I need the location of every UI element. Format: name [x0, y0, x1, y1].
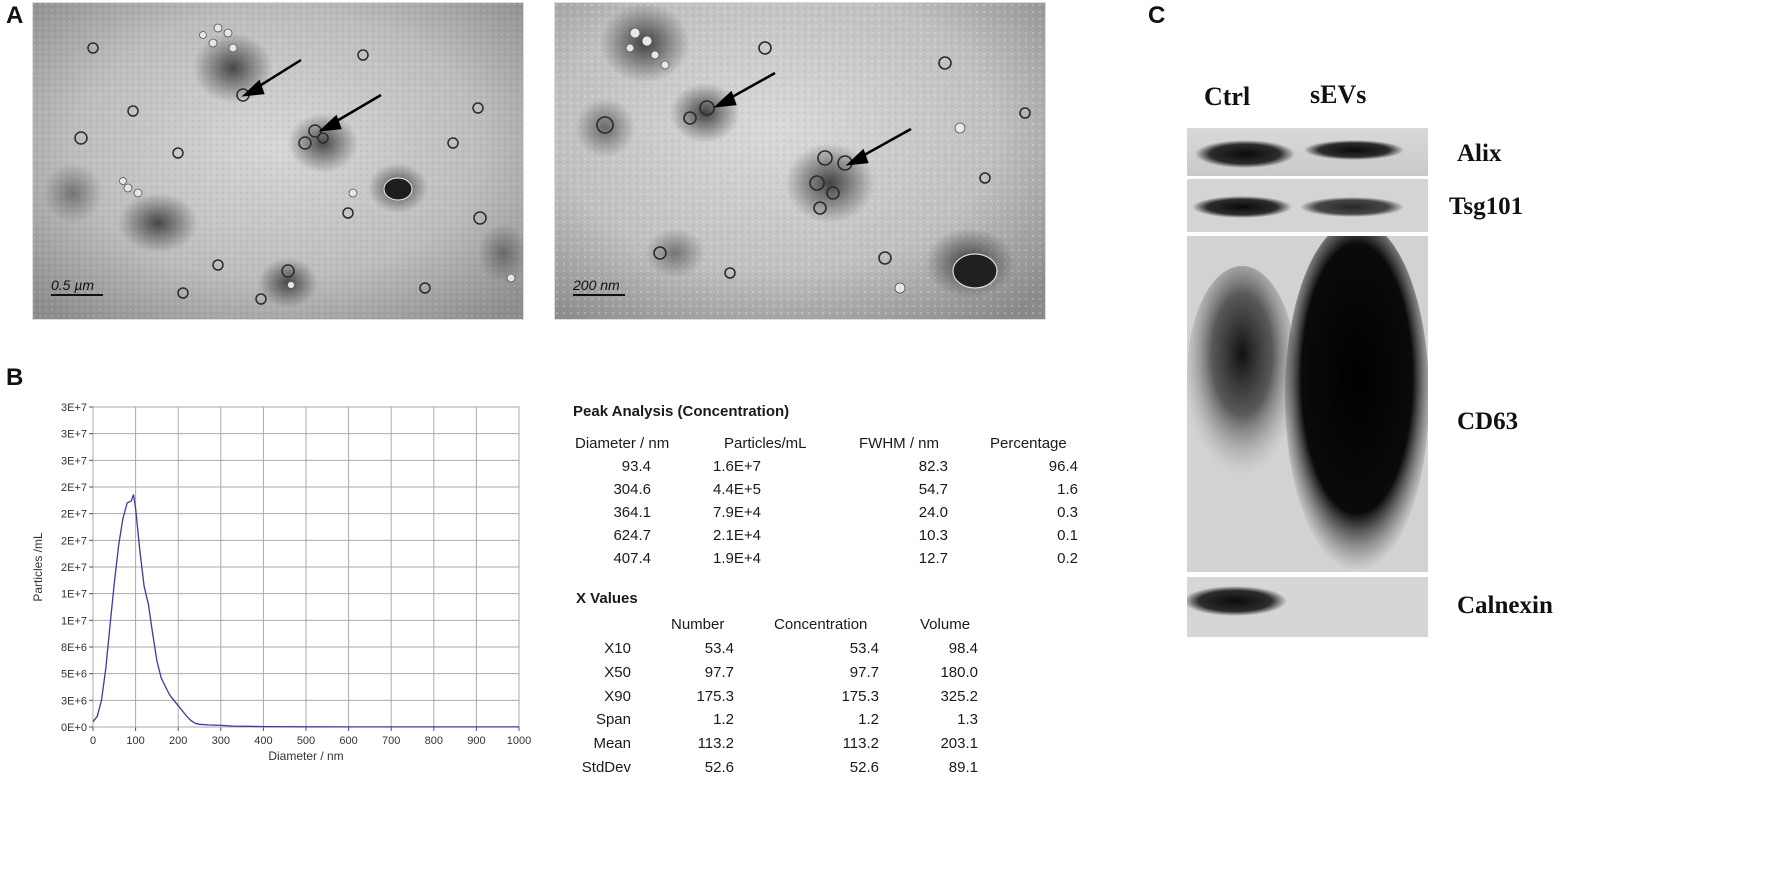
x-tick-label: 900: [467, 735, 486, 747]
blot-cd63: [1187, 236, 1428, 572]
x-tick-label: 1000: [506, 735, 532, 747]
x-values-row-label: X50: [604, 663, 631, 681]
y-tick-label: 2E+7: [61, 482, 87, 494]
peak-header: Percentage: [990, 435, 1067, 452]
peak-header: Diameter / nm: [575, 435, 670, 452]
x-values-cell: 203.1: [940, 735, 978, 753]
y-tick-label: 2E+7: [61, 562, 87, 574]
peak-cell: 0.2: [1057, 550, 1078, 567]
peak-cell: 2.1E+4: [713, 527, 761, 544]
y-tick-label: 2E+7: [61, 535, 87, 548]
scale-bar-label-right: 200 nm: [573, 277, 620, 293]
em-image-right: [554, 2, 1046, 320]
peak-cell: 4.4E+5: [713, 481, 761, 498]
nta-chart-svg: [0, 390, 540, 878]
y-axis-label: Particles /mL: [31, 532, 45, 602]
panel-label-c: C: [1148, 2, 1166, 29]
y-tick-label: 3E+7: [61, 455, 87, 468]
x-values-cell: 113.2: [697, 735, 734, 753]
x-values-cell: 97.7: [849, 663, 879, 681]
x-tick-label: 400: [254, 735, 273, 747]
x-axis-label: Diameter / nm: [268, 749, 344, 763]
x-tick-label: 0: [89, 735, 97, 747]
lane-label-sevs: sEVs: [1310, 80, 1367, 109]
peak-header: FWHM / nm: [859, 435, 939, 452]
x-values-row-label: X90: [604, 687, 631, 705]
peak-cell: 1.6: [1057, 481, 1078, 498]
protein-label-calnexin: Calnexin: [1457, 592, 1553, 619]
x-values-cell: 53.4: [849, 640, 879, 657]
peak-cell: 82.3: [918, 458, 948, 475]
peak-analysis-title: Peak Analysis (Concentration): [573, 403, 790, 420]
em-image-left: [32, 2, 524, 320]
peak-cell: 0.1: [1057, 527, 1078, 544]
blot-tsg101: [1187, 179, 1428, 232]
protein-label-cd63: CD63: [1457, 408, 1519, 435]
nta-chart: [0, 390, 540, 878]
y-tick-label: 1E+7: [61, 615, 87, 628]
x-values-cell: 1.3: [957, 711, 978, 729]
x-values-cell: 1.2: [713, 711, 734, 729]
panel-label-a: A: [6, 2, 24, 29]
y-tick-label: 3E+6: [61, 695, 87, 708]
x-values-cell: 52.6: [704, 759, 734, 776]
peak-cell: 624.7: [613, 527, 651, 544]
blot-calnexin: [1187, 577, 1428, 637]
peak-cell: 93.4: [621, 458, 651, 475]
x-values-cell: 180.0: [940, 663, 978, 681]
protein-label-tsg101: Tsg101: [1449, 193, 1524, 220]
x-values-row-label: Mean: [593, 735, 631, 753]
x-values-header: Volume: [920, 616, 971, 633]
x-tick-label: 100: [126, 735, 145, 747]
x-values-cell: 89.1: [948, 759, 978, 776]
x-values-cell: 175.3: [841, 687, 879, 705]
x-values-cell: 97.7: [704, 663, 734, 681]
x-values-cell: 325.2: [940, 687, 978, 705]
x-tick-label: 500: [296, 735, 316, 747]
protein-label-alix: Alix: [1457, 140, 1502, 167]
peak-cell: 7.9E+4: [713, 504, 761, 521]
x-values-cell: 175.3: [696, 687, 734, 705]
y-tick-label: 8E+6: [61, 642, 87, 654]
x-tick-label: 800: [424, 735, 443, 747]
x-values-cell: 98.4: [948, 640, 978, 657]
x-values-cell: 52.6: [849, 759, 879, 776]
x-values-row-label: X10: [604, 640, 631, 657]
x-tick-label: 200: [169, 735, 188, 747]
peak-analysis-table: [560, 390, 1100, 580]
peak-header: Particles/mL: [724, 435, 807, 452]
y-tick-label: 5E+6: [61, 668, 87, 681]
x-values-header: Number: [671, 616, 725, 633]
y-tick-label: 2E+7: [61, 508, 87, 521]
peak-cell: 10.3: [918, 527, 948, 544]
scale-bar-label-left: 0.5 µm: [51, 277, 95, 293]
x-values-cell: 1.2: [858, 711, 879, 729]
x-values-table: [560, 580, 1100, 780]
peak-cell: 364.1: [613, 504, 651, 521]
x-values-row-label: StdDev: [581, 759, 631, 776]
y-tick-label: 3E+7: [61, 428, 87, 441]
peak-cell: 24.0: [918, 504, 948, 521]
peak-cell: 1.6E+7: [713, 458, 761, 475]
y-tick-label: 3E+7: [61, 402, 87, 414]
peak-cell: 54.7: [918, 481, 948, 498]
x-values-cell: 53.4: [704, 640, 734, 657]
peak-cell: 0.3: [1057, 504, 1078, 521]
lane-label-ctrl: Ctrl: [1204, 82, 1251, 111]
peak-cell: 1.9E+4: [713, 550, 761, 567]
blot-alix: [1187, 128, 1428, 176]
panel-label-b: B: [6, 364, 24, 391]
peak-cell: 12.7: [918, 550, 948, 567]
peak-cell: 407.4: [613, 550, 651, 567]
peak-cell: 304.6: [613, 481, 651, 498]
x-values-cell: 113.2: [842, 735, 879, 753]
x-tick-label: 600: [339, 735, 358, 747]
peak-cell: 96.4: [1048, 458, 1078, 475]
x-values-row-label: Span: [595, 711, 631, 729]
x-values-title: X Values: [576, 590, 638, 607]
y-tick-label: 1E+7: [61, 588, 87, 601]
x-values-header: Concentration: [774, 616, 868, 633]
y-tick-label: 0E+0: [61, 722, 87, 734]
x-tick-label: 700: [382, 735, 401, 747]
x-tick-label: 300: [211, 735, 230, 747]
